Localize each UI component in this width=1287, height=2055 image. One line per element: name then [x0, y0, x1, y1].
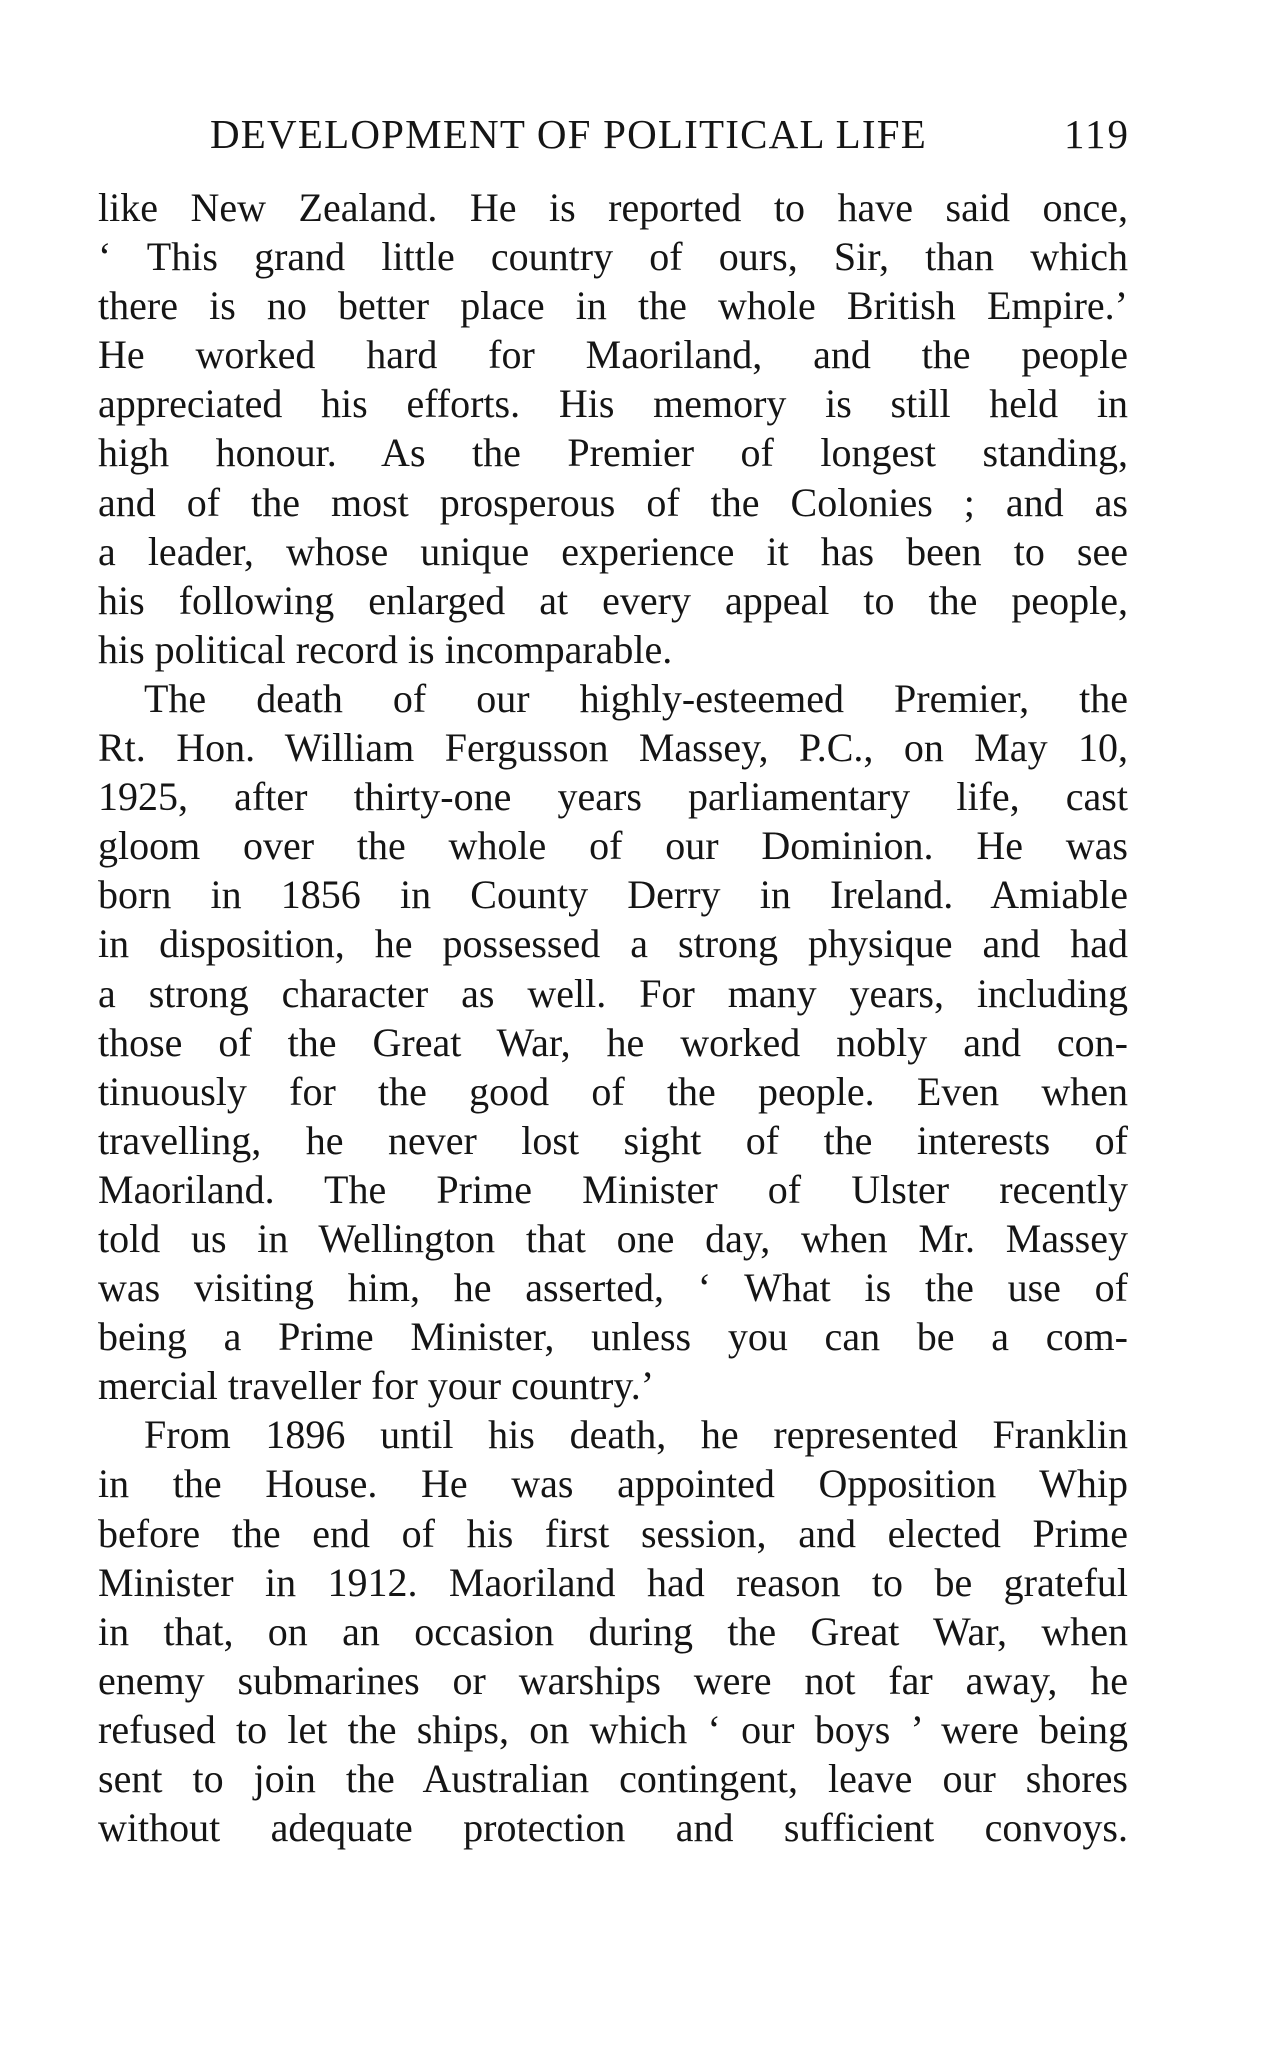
text-line: travelling, he never lost sight of the interests of — [98, 1117, 1128, 1163]
text-line: in disposition, he possessed a strong physique and had — [98, 921, 1128, 967]
text-line: 1925, after thirty-one years parliamentary life, cast — [98, 774, 1128, 820]
text-line: his following enlarged at every appeal to the people, — [98, 577, 1128, 623]
text-line: Rt. Hon. William Fergusson Massey, P.C., on May 10, — [98, 725, 1128, 771]
paragraph-start-line: The death of our highly-esteemed Premier, the — [144, 675, 1128, 721]
text-line: refused to let the ships, on which ‘ our boys ’ were being — [98, 1706, 1128, 1752]
text-line: there is no better place in the whole British Empire.’ — [98, 283, 1128, 329]
text-line: high honour. As the Premier of longest standing, — [98, 430, 1128, 476]
text-line: Maoriland. The Prime Minister of Ulster recently — [98, 1166, 1128, 1212]
text-line: in the House. He was appointed Opposition Whip — [98, 1461, 1128, 1507]
text-line: tinuously for the good of the people. Even when — [98, 1068, 1128, 1114]
text-line: appreciated his efforts. His memory is still held in — [98, 381, 1128, 427]
text-line: his political record is incomparable. — [98, 626, 673, 672]
text-line: a strong character as well. For many years, including — [98, 970, 1128, 1016]
text-line: enemy submarines or warships were not far away, he — [98, 1657, 1128, 1703]
text-line: mercial traveller for your country.’ — [98, 1363, 655, 1409]
text-line: a leader, whose unique experience it has been to see — [98, 528, 1128, 574]
text-line: He worked hard for Maoriland, and the people — [98, 332, 1128, 378]
text-line: and of the most prosperous of the Colonies ; and as — [98, 479, 1128, 525]
text-line: being a Prime Minister, unless you can be a com- — [98, 1314, 1128, 1360]
text-line: those of the Great War, he worked nobly and con- — [98, 1019, 1128, 1065]
page-number: 119 — [1064, 111, 1130, 157]
running-head — [98, 104, 1130, 164]
text-line: gloom over the whole of our Dominion. He was — [98, 823, 1128, 869]
text-line: without adequate protection and sufficient convoys. — [98, 1805, 1128, 1851]
body-text — [98, 183, 1128, 1852]
text-line: ‘ This grand little country of ours, Sir, than which — [98, 234, 1128, 280]
text-line: before the end of his first session, and elected Prime — [98, 1510, 1128, 1556]
text-line: was visiting him, he asserted, ‘ What is the use of — [98, 1265, 1128, 1311]
text-line: in that, on an occasion during the Great War, when — [98, 1608, 1128, 1654]
paragraph-start-line: From 1896 until his death, he represented Franklin — [144, 1412, 1128, 1458]
text-line: Minister in 1912. Maoriland had reason to be grateful — [98, 1559, 1128, 1605]
running-title: DEVELOPMENT OF POLITICAL LIFE — [210, 111, 927, 157]
text-line: told us in Wellington that one day, when Mr. Massey — [98, 1215, 1128, 1261]
text-line: sent to join the Australian contingent, leave our shores — [98, 1756, 1128, 1801]
text-line: born in 1856 in County Derry in Ireland. Amiable — [98, 872, 1128, 918]
text-line: like New Zealand. He is reported to have said once, — [98, 185, 1128, 230]
